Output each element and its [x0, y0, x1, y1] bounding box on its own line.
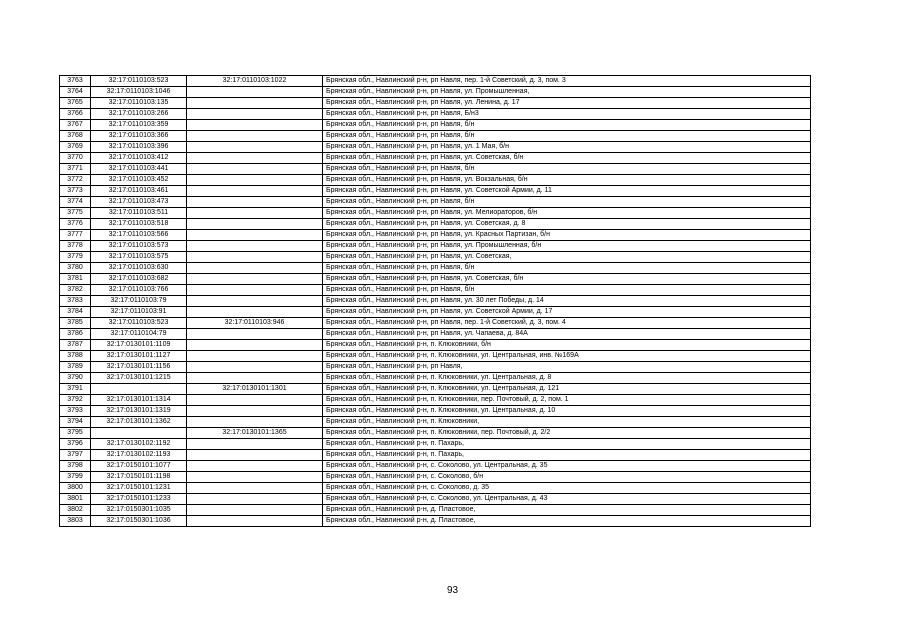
- address-cell: Брянская обл., Навлинский р-н, рп Навля, б/н: [323, 164, 811, 175]
- cadastral-number-cell: 32:17:0110103:359: [91, 120, 187, 131]
- parent-cadastral-number-cell: [187, 373, 323, 384]
- row-number-cell: 3775: [60, 208, 91, 219]
- address-cell: Брянская обл., Навлинский р-н, рп Навля, б/н: [323, 285, 811, 296]
- page-number: 93: [446, 585, 459, 596]
- parent-cadastral-number-cell: [187, 417, 323, 428]
- row-number-cell: 3771: [60, 164, 91, 175]
- table-row: [60, 384, 811, 395]
- address-cell: Брянская обл., Навлинский р-н, п. Клюковники, ул. Центральная, инв. №169А: [323, 351, 811, 362]
- address-cell: Брянская обл., Навлинский р-н, п. Клюковники, б/н: [323, 340, 811, 351]
- cadastral-number-cell: 32:17:0110103:79: [91, 296, 187, 307]
- parent-cadastral-number-cell: [187, 329, 323, 340]
- row-number-cell: 3763: [60, 76, 91, 87]
- parent-cadastral-number-cell: [187, 175, 323, 186]
- address-cell: Брянская обл., Навлинский р-н, п. Клюковники, пер. Почтовый, д. 2, пом. 1: [323, 395, 811, 406]
- cadastral-number-cell: 32:17:0110103:266: [91, 109, 187, 120]
- address-cell: Брянская обл., Навлинский р-н, с. Соколово, ул. Центральная, д. 43: [323, 494, 811, 505]
- address-cell: Брянская обл., Навлинский р-н, рп Навля, б/н: [323, 131, 811, 142]
- address-cell: Брянская обл., Навлинский р-н, рп Навля, Б/н3: [323, 109, 811, 120]
- table-row: [60, 428, 811, 439]
- cadastral-number-cell: [91, 428, 187, 439]
- cadastral-number-cell: 32:17:0130101:1362: [91, 417, 187, 428]
- cadastral-number-cell: 32:17:0150101:1077: [91, 461, 187, 472]
- parent-cadastral-number-cell: 32:17:0130101:1301: [187, 384, 323, 395]
- row-number-cell: 3777: [60, 230, 91, 241]
- row-number-cell: 3783: [60, 296, 91, 307]
- parent-cadastral-number-cell: [187, 241, 323, 252]
- cadastral-number-cell: 32:17:0110103:566: [91, 230, 187, 241]
- cadastral-number-cell: 32:17:0150301:1036: [91, 516, 187, 527]
- cadastral-number-cell: 32:17:0110103:135: [91, 98, 187, 109]
- row-number-cell: 3768: [60, 131, 91, 142]
- address-cell: Брянская обл., Навлинский р-н, рп Навля, ул. Советской Армии, д. 11: [323, 186, 811, 197]
- parent-cadastral-number-cell: [187, 450, 323, 461]
- parent-cadastral-number-cell: [187, 516, 323, 527]
- parent-cadastral-number-cell: 32:17:0110103:946: [187, 318, 323, 329]
- cadastral-number-cell: 32:17:0110104:79: [91, 329, 187, 340]
- row-number-cell: 3778: [60, 241, 91, 252]
- parent-cadastral-number-cell: [187, 87, 323, 98]
- parent-cadastral-number-cell: [187, 219, 323, 230]
- address-cell: Брянская обл., Навлинский р-н, рп Навля,: [323, 362, 811, 373]
- table-row: [60, 186, 811, 197]
- parent-cadastral-number-cell: [187, 208, 323, 219]
- cadastral-number-cell: 32:17:0110103:682: [91, 274, 187, 285]
- parent-cadastral-number-cell: [187, 274, 323, 285]
- parent-cadastral-number-cell: [187, 351, 323, 362]
- row-number-cell: 3792: [60, 395, 91, 406]
- cadastral-number-cell: 32:17:0130101:1127: [91, 351, 187, 362]
- table-row: [60, 318, 811, 329]
- parent-cadastral-number-cell: [187, 285, 323, 296]
- address-cell: Брянская обл., Навлинский р-н, рп Навля, ул. Вокзальная, б/н: [323, 175, 811, 186]
- table-row: [60, 340, 811, 351]
- table-row: [60, 417, 811, 428]
- cadastral-number-cell: 32:17:0110103:452: [91, 175, 187, 186]
- parent-cadastral-number-cell: [187, 340, 323, 351]
- address-cell: Брянская обл., Навлинский р-н, рп Навля, ул. Красных Партизан, б/н: [323, 230, 811, 241]
- address-cell: Брянская обл., Навлинский р-н, рп Навля, ул. 1 Мая, б/н: [323, 142, 811, 153]
- table-row: [60, 439, 811, 450]
- table-row: [60, 505, 811, 516]
- table-row: [60, 362, 811, 373]
- cadastral-number-cell: 32:17:0110103:575: [91, 252, 187, 263]
- row-number-cell: 3780: [60, 263, 91, 274]
- cadastral-number-cell: 32:17:0110103:441: [91, 164, 187, 175]
- table-row: [60, 142, 811, 153]
- parent-cadastral-number-cell: [187, 505, 323, 516]
- address-cell: Брянская обл., Навлинский р-н, п. Клюковники,: [323, 417, 811, 428]
- table-row: [60, 153, 811, 164]
- address-cell: Брянская обл., Навлинский р-н, п. Пахарь,: [323, 439, 811, 450]
- cadastral-number-cell: 32:17:0130102:1192: [91, 439, 187, 450]
- address-cell: Брянская обл., Навлинский р-н, рп Навля, ул. Советской Армии, д. 17: [323, 307, 811, 318]
- parent-cadastral-number-cell: [187, 142, 323, 153]
- row-number-cell: 3800: [60, 483, 91, 494]
- row-number-cell: 3796: [60, 439, 91, 450]
- table-row: [60, 373, 811, 384]
- address-cell: Брянская обл., Навлинский р-н, д. Пластовое,: [323, 516, 811, 527]
- row-number-cell: 3764: [60, 87, 91, 98]
- cadastral-number-cell: 32:17:0110103:630: [91, 263, 187, 274]
- parent-cadastral-number-cell: [187, 406, 323, 417]
- cadastral-number-cell: 32:17:0130102:1193: [91, 450, 187, 461]
- address-cell: Брянская обл., Навлинский р-н, рп Навля, ул. Ленина, д. 17: [323, 98, 811, 109]
- table-row: [60, 516, 811, 527]
- row-number-cell: 3794: [60, 417, 91, 428]
- table-row: [60, 131, 811, 142]
- row-number-cell: 3803: [60, 516, 91, 527]
- row-number-cell: 3774: [60, 197, 91, 208]
- table-row: [60, 230, 811, 241]
- table-row: [60, 494, 811, 505]
- row-number-cell: 3795: [60, 428, 91, 439]
- table-row: [60, 285, 811, 296]
- address-cell: Брянская обл., Навлинский р-н, рп Навля, ул. Советская, б/н: [323, 153, 811, 164]
- address-cell: Брянская обл., Навлинский р-н, рп Навля, ул. Советская, б/н: [323, 274, 811, 285]
- cadastral-number-cell: 32:17:0110103:766: [91, 285, 187, 296]
- row-number-cell: 3773: [60, 186, 91, 197]
- cadastral-number-cell: 32:17:0130101:1314: [91, 395, 187, 406]
- table-row: [60, 87, 811, 98]
- table-row: [60, 241, 811, 252]
- row-number-cell: 3782: [60, 285, 91, 296]
- row-number-cell: 3798: [60, 461, 91, 472]
- row-number-cell: 3790: [60, 373, 91, 384]
- cadastral-number-cell: 32:17:0150101:1233: [91, 494, 187, 505]
- address-cell: Брянская обл., Навлинский р-н, п. Клюковники, ул. Центральная, д. 8: [323, 373, 811, 384]
- address-cell: Брянская обл., Навлинский р-н, рп Навля, ул. Советская,: [323, 252, 811, 263]
- address-cell: Брянская обл., Навлинский р-н, рп Навля, б/н: [323, 120, 811, 131]
- row-number-cell: 3793: [60, 406, 91, 417]
- table-row: [60, 483, 811, 494]
- row-number-cell: 3788: [60, 351, 91, 362]
- address-cell: Брянская обл., Навлинский р-н, п. Клюковники, ул. Центральная, д. 10: [323, 406, 811, 417]
- cadastral-number-cell: [91, 384, 187, 395]
- parent-cadastral-number-cell: 32:17:0130101:1365: [187, 428, 323, 439]
- parent-cadastral-number-cell: [187, 296, 323, 307]
- cadastral-number-cell: 32:17:0110103:511: [91, 208, 187, 219]
- parent-cadastral-number-cell: [187, 120, 323, 131]
- cadastral-number-cell: 32:17:0110103:366: [91, 131, 187, 142]
- parent-cadastral-number-cell: [187, 472, 323, 483]
- parent-cadastral-number-cell: [187, 395, 323, 406]
- table-row: [60, 76, 811, 87]
- parent-cadastral-number-cell: [187, 164, 323, 175]
- table-row: [60, 406, 811, 417]
- cadastral-table-body: [60, 76, 811, 527]
- cadastral-number-cell: 32:17:0150301:1035: [91, 505, 187, 516]
- cadastral-number-cell: 32:17:0110103:412: [91, 153, 187, 164]
- cadastral-number-cell: 32:17:0130101:1319: [91, 406, 187, 417]
- cadastral-number-cell: 32:17:0110103:573: [91, 241, 187, 252]
- row-number-cell: 3799: [60, 472, 91, 483]
- row-number-cell: 3770: [60, 153, 91, 164]
- parent-cadastral-number-cell: [187, 186, 323, 197]
- table-row: [60, 197, 811, 208]
- cadastral-number-cell: 32:17:0110103:461: [91, 186, 187, 197]
- address-cell: Брянская обл., Навлинский р-н, рп Навля, б/н: [323, 197, 811, 208]
- row-number-cell: 3797: [60, 450, 91, 461]
- cadastral-number-cell: 32:17:0110103:523: [91, 76, 187, 87]
- address-cell: Брянская обл., Навлинский р-н, с. Соколово, ул. Центральная, д. 35: [323, 461, 811, 472]
- cadastral-number-cell: 32:17:0150101:1231: [91, 483, 187, 494]
- row-number-cell: 3779: [60, 252, 91, 263]
- parent-cadastral-number-cell: [187, 439, 323, 450]
- cadastral-table: [59, 75, 811, 527]
- row-number-cell: 3801: [60, 494, 91, 505]
- table-row: [60, 219, 811, 230]
- address-cell: Брянская обл., Навлинский р-н, рп Навля, ул. 30 лет Победы, д. 14: [323, 296, 811, 307]
- table-row: [60, 109, 811, 120]
- address-cell: Брянская обл., Навлинский р-н, п. Клюковники, пер. Почтовый, д. 2/2: [323, 428, 811, 439]
- cadastral-number-cell: 32:17:0130101:1215: [91, 373, 187, 384]
- row-number-cell: 3786: [60, 329, 91, 340]
- parent-cadastral-number-cell: [187, 461, 323, 472]
- cadastral-number-cell: 32:17:0130101:1156: [91, 362, 187, 373]
- row-number-cell: 3789: [60, 362, 91, 373]
- parent-cadastral-number-cell: [187, 109, 323, 120]
- row-number-cell: 3784: [60, 307, 91, 318]
- table-row: [60, 164, 811, 175]
- table-row: [60, 450, 811, 461]
- table-row: [60, 175, 811, 186]
- cadastral-number-cell: 32:17:0110103:518: [91, 219, 187, 230]
- table-row: [60, 296, 811, 307]
- cadastral-number-cell: 32:17:0150101:1198: [91, 472, 187, 483]
- address-cell: Брянская обл., Навлинский р-н, рп Навля, пер. 1-й Советский, д. 3, пом. 4: [323, 318, 811, 329]
- address-cell: Брянская обл., Навлинский р-н, п. Пахарь,: [323, 450, 811, 461]
- table-row: [60, 461, 811, 472]
- row-number-cell: 3781: [60, 274, 91, 285]
- parent-cadastral-number-cell: 32:17:0110103:1022: [187, 76, 323, 87]
- table-row: [60, 395, 811, 406]
- table-row: [60, 263, 811, 274]
- address-cell: Брянская обл., Навлинский р-н, рп Навля, б/н: [323, 263, 811, 274]
- parent-cadastral-number-cell: [187, 494, 323, 505]
- table-row: [60, 208, 811, 219]
- table-row: [60, 120, 811, 131]
- parent-cadastral-number-cell: [187, 307, 323, 318]
- address-cell: Брянская обл., Навлинский р-н, рп Навля, ул. Мелиораторов, б/н: [323, 208, 811, 219]
- cadastral-number-cell: 32:17:0110103:1046: [91, 87, 187, 98]
- row-number-cell: 3766: [60, 109, 91, 120]
- address-cell: Брянская обл., Навлинский р-н, рп Навля, ул. Промышленная, б/н: [323, 241, 811, 252]
- parent-cadastral-number-cell: [187, 131, 323, 142]
- address-cell: Брянская обл., Навлинский р-н, п. Клюковники, ул. Центральная, д. 121: [323, 384, 811, 395]
- parent-cadastral-number-cell: [187, 263, 323, 274]
- row-number-cell: 3769: [60, 142, 91, 153]
- cadastral-number-cell: 32:17:0110103:523: [91, 318, 187, 329]
- parent-cadastral-number-cell: [187, 98, 323, 109]
- parent-cadastral-number-cell: [187, 153, 323, 164]
- address-cell: Брянская обл., Навлинский р-н, рп Навля, ул. Чапаева, д. 84А: [323, 329, 811, 340]
- table-row: [60, 252, 811, 263]
- parent-cadastral-number-cell: [187, 362, 323, 373]
- cadastral-number-cell: 32:17:0110103:396: [91, 142, 187, 153]
- row-number-cell: 3776: [60, 219, 91, 230]
- parent-cadastral-number-cell: [187, 197, 323, 208]
- address-cell: Брянская обл., Навлинский р-н, д. Пластовое,: [323, 505, 811, 516]
- address-cell: Брянская обл., Навлинский р-н, с. Соколово, д. 35: [323, 483, 811, 494]
- table-row: [60, 351, 811, 362]
- parent-cadastral-number-cell: [187, 230, 323, 241]
- cadastral-number-cell: 32:17:0110103:473: [91, 197, 187, 208]
- row-number-cell: 3802: [60, 505, 91, 516]
- row-number-cell: 3767: [60, 120, 91, 131]
- row-number-cell: 3772: [60, 175, 91, 186]
- row-number-cell: 3785: [60, 318, 91, 329]
- table-row: [60, 274, 811, 285]
- cadastral-number-cell: 32:17:0110103:91: [91, 307, 187, 318]
- cadastral-number-cell: 32:17:0130101:1109: [91, 340, 187, 351]
- address-cell: Брянская обл., Навлинский р-н, рп Навля, ул. Промышленная,: [323, 87, 811, 98]
- table-row: [60, 472, 811, 483]
- parent-cadastral-number-cell: [187, 252, 323, 263]
- row-number-cell: 3791: [60, 384, 91, 395]
- table-row: [60, 329, 811, 340]
- row-number-cell: 3765: [60, 98, 91, 109]
- parent-cadastral-number-cell: [187, 483, 323, 494]
- address-cell: Брянская обл., Навлинский р-н, рп Навля, пер. 1-й Советский, д. 3, пом. 3: [323, 76, 811, 87]
- address-cell: Брянская обл., Навлинский р-н, с. Соколово, б/н: [323, 472, 811, 483]
- table-row: [60, 307, 811, 318]
- table-row: [60, 98, 811, 109]
- address-cell: Брянская обл., Навлинский р-н, рп Навля, ул. Советская, д. 8: [323, 219, 811, 230]
- row-number-cell: 3787: [60, 340, 91, 351]
